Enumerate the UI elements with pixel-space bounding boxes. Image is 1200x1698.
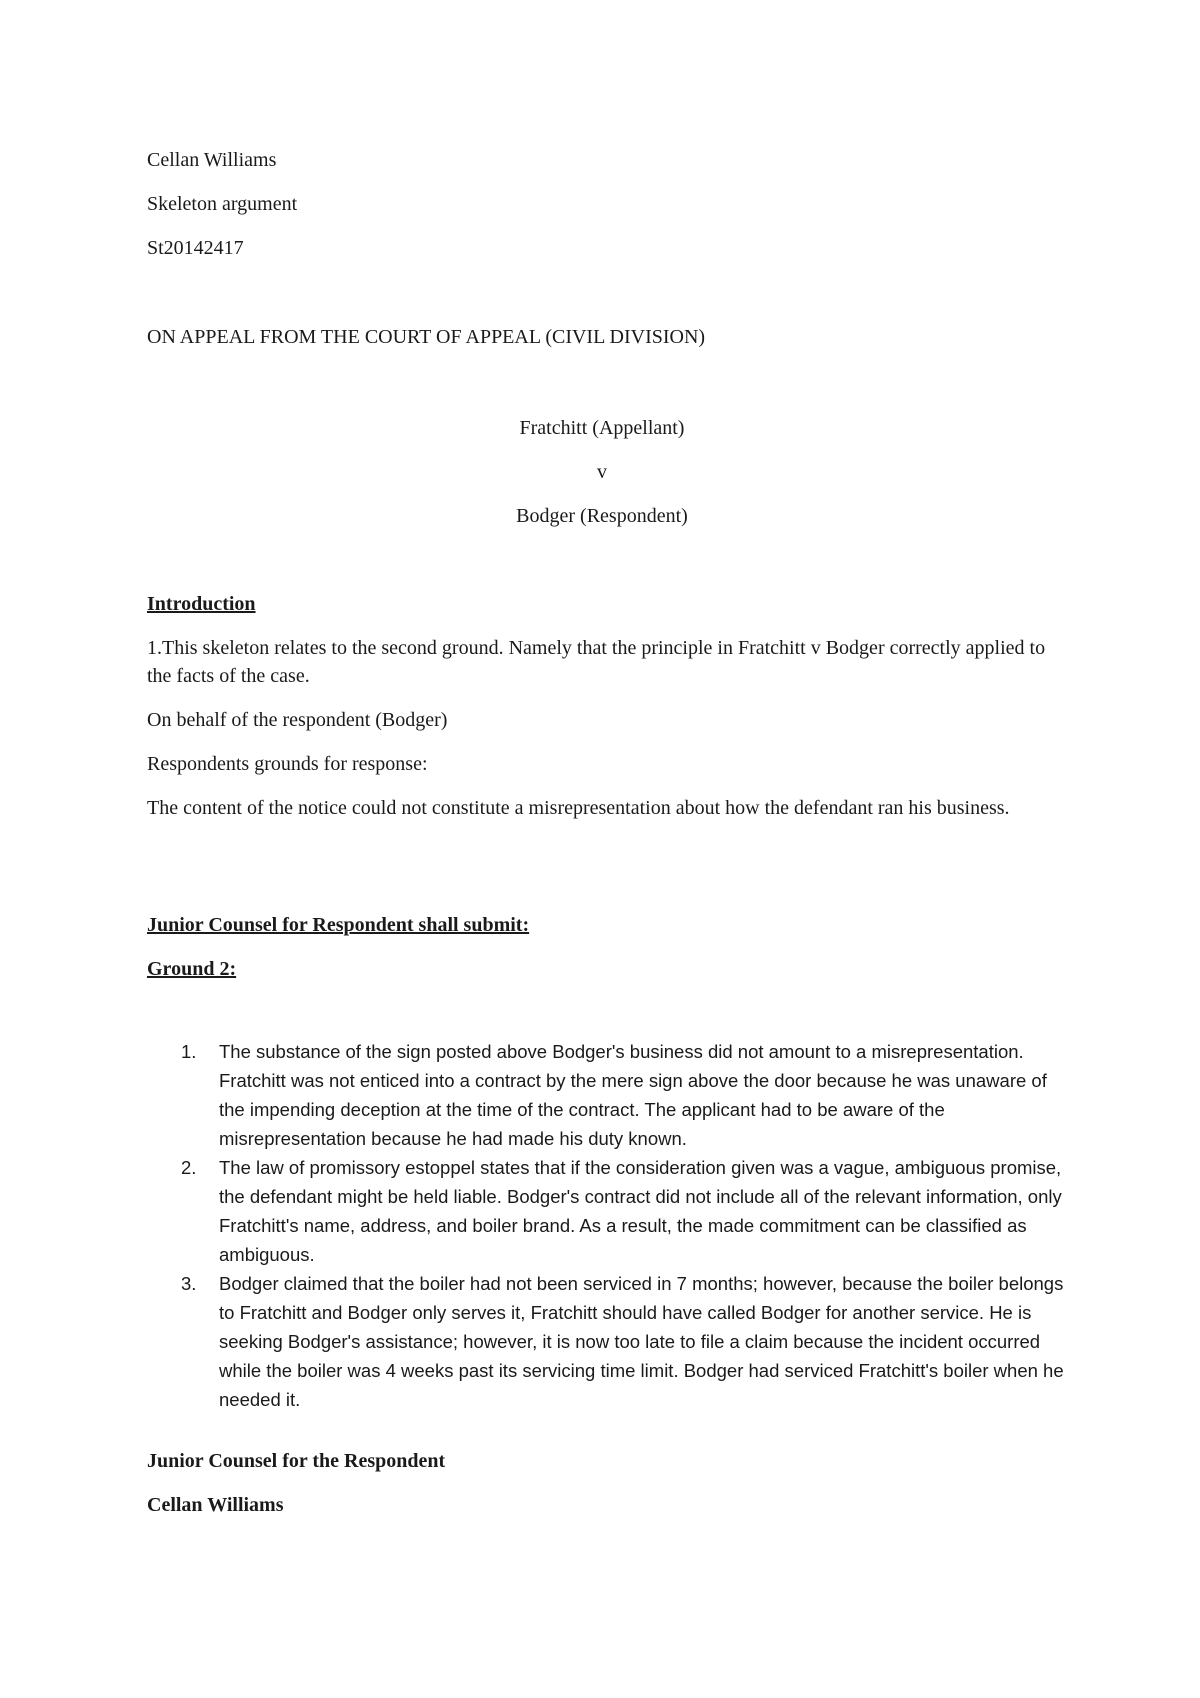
submission-heading: Junior Counsel for Respondent shall submit: xyxy=(147,914,530,936)
student-id: St20142417 xyxy=(147,237,244,259)
list-item xyxy=(147,1269,1067,1414)
grounds-list xyxy=(147,1037,1067,1414)
respondent-name: Bodger (Respondent) xyxy=(516,505,688,527)
list-item xyxy=(147,1037,1067,1153)
list-item-text: The law of promissory estoppel states that if the consideration given was a vague, ambiguous promise, the defendant might be held liable. Bodger's contract did not include all of the relevant information, only Fratchitt's name, address, and boiler brand. As a result, the made commitment can be classified as ambiguous. xyxy=(219,1157,1062,1265)
list-item xyxy=(147,1153,1067,1269)
on-behalf-line: On behalf of the respondent (Bodger) xyxy=(147,709,448,731)
list-item-number: 3. xyxy=(181,1273,197,1294)
author-name: Cellan Williams xyxy=(147,149,277,171)
list-item-text: The substance of the sign posted above Bodger's business did not amount to a misrepresentation. Fratchitt was not enticed into a contract by the mere sign above the door because he was unaware of the impending deception at the time of the contract. The applicant had to be aware of the misrepresentation because he had made his duty known. xyxy=(219,1041,1047,1149)
versus-label: v xyxy=(597,461,607,483)
list-item-number: 1. xyxy=(181,1041,197,1062)
introduction-point-1: 1.This skeleton relates to the second ground. Namely that the principle in Fratchitt v Bodger correctly applied to the facts of the case. xyxy=(147,637,1046,687)
list-item-number: 2. xyxy=(181,1157,197,1178)
list-item-text: Bodger claimed that the boiler had not been serviced in 7 months; however, because the boiler belongs to Fratchitt and Bodger only serves it, Fratchitt should have called Bodger for another service. He is seeking Bodger's assistance; however, it is now too late to file a claim because the incident occurred while the boiler was 4 weeks past its servicing time limit. Bodger had serviced Fratchitt's boiler when he needed it. xyxy=(219,1273,1064,1410)
grounds-label: Respondents grounds for response: xyxy=(147,753,428,775)
document-type: Skeleton argument xyxy=(147,193,298,215)
ground-2-heading: Ground 2: xyxy=(147,958,237,980)
signature-name: Cellan Williams xyxy=(147,1494,284,1516)
notice-content-paragraph: The content of the notice could not constitute a misrepresentation about how the defendant ran his business. xyxy=(147,797,1010,819)
appeal-title: ON APPEAL FROM THE COURT OF APPEAL (CIVIL DIVISION) xyxy=(147,326,706,348)
signature-role: Junior Counsel for the Respondent xyxy=(147,1450,446,1472)
introduction-heading: Introduction xyxy=(147,593,256,615)
appellant-name: Fratchitt (Appellant) xyxy=(519,417,685,439)
